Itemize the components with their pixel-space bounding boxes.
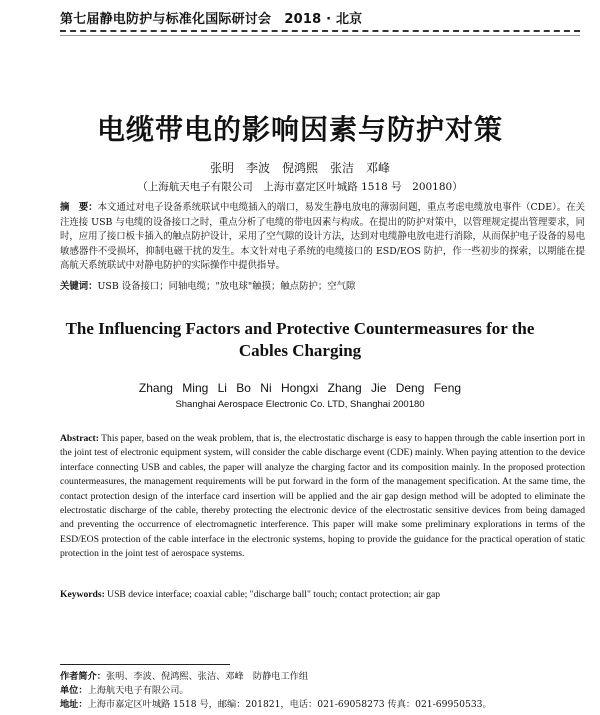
english-keywords (60, 589, 585, 600)
footnote-unit-text: 上海航天电子有限公司。 (87, 685, 189, 696)
chinese-abstract (60, 201, 585, 274)
footnote-author-label: 作者简介： (60, 671, 106, 682)
english-abstract-label: Abstract: (60, 433, 99, 444)
english-keywords-text: USB device interface; coaxial cable; "discharge ball" touch; contact protection; air gap (107, 589, 441, 600)
footnote-unit (60, 684, 585, 697)
chinese-affiliation: （上海航天电子有限公司 上海市嘉定区叶城路 1518 号 200180） (137, 181, 463, 193)
english-affiliation: Shanghai Aerospace Electronic Co. LTD, Shanghai 200180 (175, 399, 425, 410)
chinese-keywords (60, 278, 585, 292)
footnote-author-text: 张明、李波、倪鸿熙、张洁、邓峰 防静电工作组 (105, 671, 309, 682)
footnote-address-label: 地址： (60, 699, 88, 710)
header-rule-thin (60, 35, 580, 36)
english-keywords-label: Keywords: (60, 589, 105, 600)
english-abstract-text: This paper, based on the weak problem, that is, the electrostatic discharge is easy to happen through the cable insertion port in the joint test of electronic equipment system, will consider the cable discharge event (CDE) mainly. When paying attention to the device interface connecting USB and cables, the paper will analyze the charging factor and its composition mainly. In the proposed protection countermeasures, the management requirements will be put forward in the form of the management specification. At the same time, the contact protection design of the interface card insertion will be applied and the air gap design method will be adopted to eliminate the electrostatic discharge of the cable, thereby protecting the electronic device of the electrostatic sensitive devices from being damaged and preventing the occurrence of electromagnetic interference. This paper will make some preliminary explorations in terms of the ESD/EOS protection of the cable interface in the electronic systems, hoping to provide the guidance for the practical operation of static protection in the joint test of aerospace systems. (60, 433, 586, 560)
footnote-unit-label: 单位： (60, 685, 88, 696)
footnote-rule (60, 664, 230, 665)
footnote-address (60, 698, 585, 711)
english-title: The Influencing Factors and Protective Countermeasures for the Cables Charging (65, 319, 535, 360)
conference-running-header: 第七届静电防护与标准化国际研讨会 2018 · 北京 (60, 12, 363, 27)
chinese-abstract-text: 本文通过对电子设备系统联试中电缆插入的端口，易发生静电放电的薄弱问题，重点考虑电缆放电事件（CDE）。在关注连接 USB 与电缆的设备接口之时，重点分析了电缆的带电因素与构成。在提出的防护对策中，以管理规定提出管理要求，同时，应用了接口板卡插入的触点防护设计，采用了空气隙的设计方法，达到对电缆静电放电进行消除，从而保护电子设备的易电敏感器件不受损坏，抑制电磁干扰的发生。本文针对电子系统的电缆接口的 ESD/EOS 防护，作一些初步的探索，以期能在提高航天系统联试中对静电防护的实际操作中提供指导。 (60, 202, 586, 272)
chinese-authors: 张明 李波 倪鸿熙 张洁 邓峰 (209, 161, 390, 175)
chinese-title: 电缆带电的影响因素与防护对策 (96, 113, 503, 146)
english-abstract (60, 432, 585, 562)
footnote-author (60, 670, 585, 683)
chinese-keywords-text: USB 设备接口；同轴电缆；"放电球"触摸；触点防护；空气隙 (97, 281, 356, 292)
chinese-abstract-label: 摘 要： (60, 202, 98, 213)
header-rule (60, 30, 580, 32)
chinese-keywords-label: 关键词： (60, 281, 98, 292)
english-authors: Zhang Ming Li Bo Ni Hongxi Zhang Jie Deng Feng (138, 381, 462, 395)
footnote-address-text: 上海市嘉定区叶城路 1518 号，邮编：201821，电话：021-69058273 传真：021-69950533。 (87, 699, 492, 710)
